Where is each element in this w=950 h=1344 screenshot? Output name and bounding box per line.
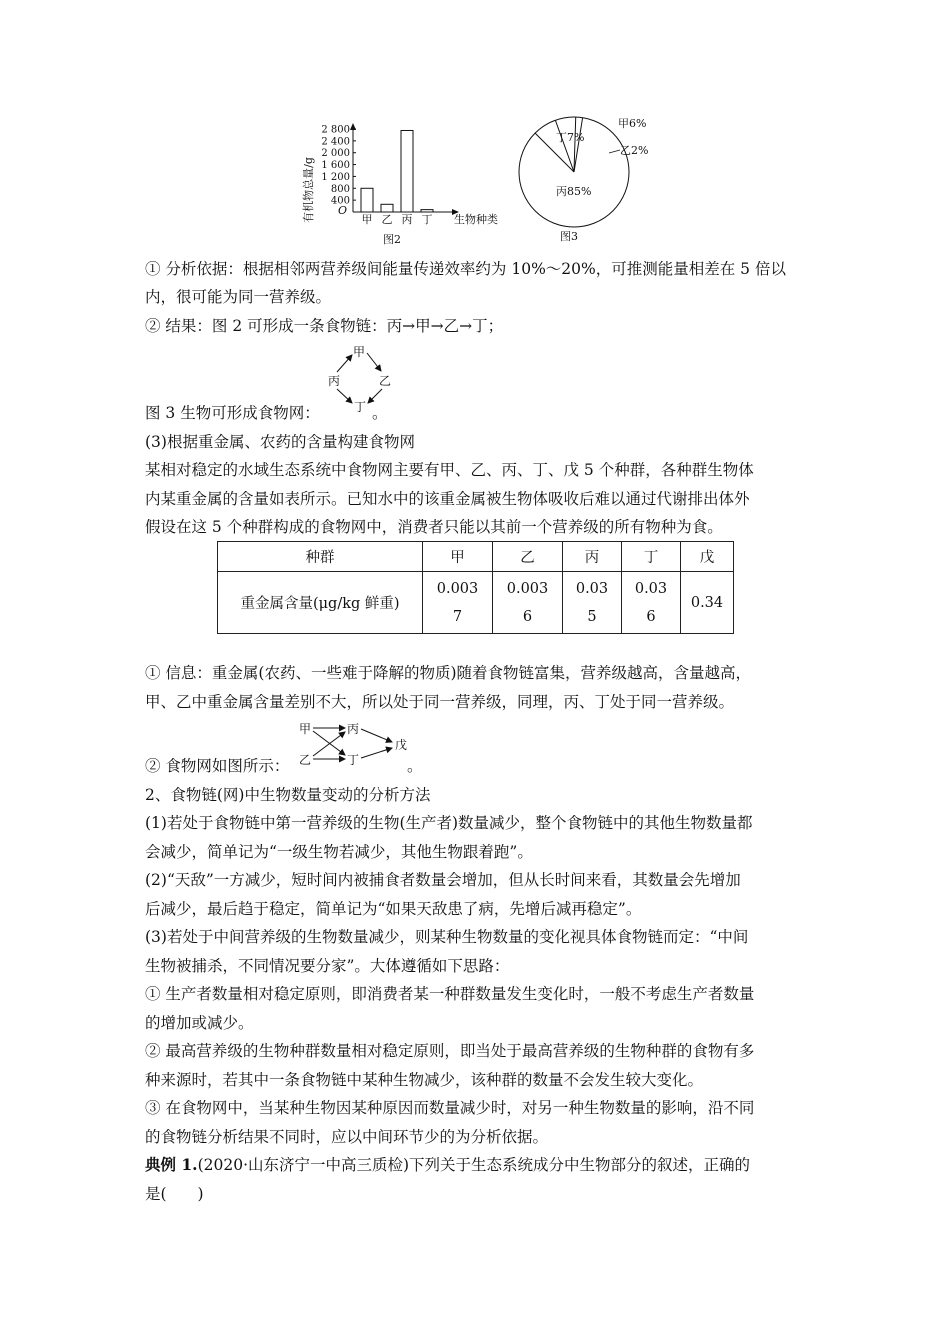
period: 。 — [407, 757, 423, 775]
table-header-cell: 种群 — [218, 542, 423, 572]
node-ding: 丁 — [347, 753, 360, 767]
node-jia: 甲 — [299, 722, 312, 736]
period: 。 — [372, 404, 388, 422]
paragraph: (1)若处于食物链中第一营养级的生物(生产者)数量减少，整个食物链中的其他生物数量都 — [145, 814, 753, 832]
y-tick-label: 1 600 — [321, 160, 350, 172]
paragraph: 是( ) — [145, 1185, 204, 1203]
heavy-metal-table — [217, 541, 734, 634]
y-tick-label: 800 — [330, 183, 350, 195]
pie-label-yi: 乙2% — [620, 144, 649, 157]
table-row — [218, 572, 734, 634]
pie-slice-boundary — [555, 120, 574, 172]
pie-label-jia: 甲6% — [618, 117, 647, 130]
node-jia: 甲 — [353, 345, 366, 359]
food-web-diagram-1 — [325, 343, 400, 413]
bar-2 — [401, 130, 413, 212]
bar-0 — [361, 188, 373, 212]
x-category-label: 乙 — [381, 213, 393, 226]
paragraph: ② 食物网如图所示： — [145, 757, 290, 775]
figure-2-caption: 图2 — [383, 233, 401, 246]
paragraph: 内，很可能为同一营养级。 — [145, 288, 332, 306]
paragraph: 会减少，简单记为“一级生物若减少，其他生物跟着跑”。 — [145, 843, 533, 861]
table-cell: 0.003 6 — [493, 572, 563, 634]
table-header-cell: 戊 — [681, 542, 734, 572]
paragraph: ① 生产者数量相对稳定原则，即消费者某一种群数量发生变化时，一般不考虑生产者数量 — [145, 985, 755, 1003]
x-category-label: 丙 — [401, 213, 413, 226]
paragraph: 生物被捕杀，不同情况要分家”。大体遵循如下思路： — [145, 957, 510, 975]
paragraph: 图 3 生物可形成食物网： — [145, 404, 320, 422]
section-heading: (3)根据重金属、农药的含量构建食物网 — [145, 433, 415, 451]
y-tick-label: 2 800 — [321, 124, 350, 136]
paragraph: ① 信息：重金属(农药、一些难于降解的物质)随着食物链富集，营养级越高，含量越高， — [145, 664, 752, 682]
paragraph: 后减少，最后趋于稳定，简单记为“如果天敌患了病，先增后减再稳定”。 — [145, 900, 642, 918]
bar-1 — [381, 204, 393, 212]
table-cell: 0.03 5 — [563, 572, 622, 634]
paragraph: ② 结果：图 2 可形成一条食物链：丙→甲→乙→丁； — [145, 317, 504, 335]
paragraph: (3)若处于中间营养级的生物数量减少，则某种生物数量的变化视具体食物链而定：“中间 — [145, 928, 749, 946]
food-web-diagram-2 — [297, 720, 417, 768]
paragraph: (2)“天敌”一方减少，短时间内被捕食者数量会增加，但从长时间来看，其数量会先增加 — [145, 871, 741, 889]
figure-3-caption: 图3 — [560, 230, 578, 243]
paragraph: 甲、乙中重金属含量差别不大，所以处于同一营养级，同理，丙、丁处于同一营养级。 — [145, 693, 735, 711]
pie-label-ding: 丁7% — [556, 131, 585, 144]
paragraph: 假设在这 5 个种群构成的食物网中，消费者只能以其前一个营养级的所有物种为食。 — [145, 518, 723, 536]
paragraph: ② 最高营养级的生物种群数量相对稳定原则，即当处于最高营养级的生物种群的食物有多 — [145, 1042, 755, 1060]
figure-2-y-arrow — [350, 123, 356, 130]
y-tick-label: 400 — [330, 195, 350, 207]
x-category-label: 甲 — [361, 213, 373, 226]
figure-2-bar-chart — [295, 115, 510, 250]
paragraph: 的增加或减少。 — [145, 1014, 254, 1032]
node-yi: 乙 — [299, 753, 312, 767]
pie-label-bing: 丙85% — [556, 185, 592, 198]
table-cell: 0.34 — [681, 572, 734, 634]
node-wu: 戊 — [395, 738, 408, 752]
table-header-cell: 丁 — [622, 542, 681, 572]
example-label: 典例 1. — [145, 1155, 198, 1174]
paragraph: 的食物链分析结果不同时，应以中间环节少的为分析依据。 — [145, 1128, 549, 1146]
paragraph: 某相对稳定的水域生态系统中食物网主要有甲、乙、丙、丁、戊 5 个种群，各种群生物体 — [145, 461, 754, 479]
paragraph: 内某重金属的含量如表所示。已知水中的该重金属被生物体吸收后难以通过代谢排出体外 — [145, 490, 750, 508]
table-header-cell: 甲 — [423, 542, 493, 572]
table-header-cell: 乙 — [493, 542, 563, 572]
paragraph: ③ 在食物网中，当某种生物因某种原因而数量减少时，对另一种生物数量的影响，沿不同 — [145, 1099, 755, 1117]
figure-2-xlabel: 生物种类 — [454, 213, 498, 226]
x-category-label: 丁 — [421, 213, 433, 226]
node-ding: 丁 — [354, 400, 367, 413]
table-cell: 0.03 6 — [622, 572, 681, 634]
figure-2-ylabel: 有机物总量/g — [302, 157, 315, 223]
example-text: (2020·山东济宁一中高三质检)下列关于生态系统成分中生物部分的叙述，正确的 — [197, 1156, 751, 1174]
example-question — [145, 1155, 750, 1175]
node-yi: 乙 — [379, 374, 392, 388]
figure-2-origin: O — [337, 204, 347, 217]
paragraph: 种来源时，若其中一条食物链中某种生物减少，该种群的数量不会发生较大变化。 — [145, 1071, 704, 1089]
bar-3 — [421, 210, 433, 212]
y-tick-label: 2 000 — [321, 148, 350, 160]
figure-3-pie-chart — [510, 110, 670, 250]
y-tick-label: 1 200 — [321, 171, 350, 183]
table-row-label: 重金属含量(μg/kg 鲜重) — [218, 572, 423, 634]
node-bing: 丙 — [328, 374, 341, 388]
node-bing: 丙 — [347, 722, 360, 736]
table-cell: 0.003 7 — [423, 572, 493, 634]
paragraph: ① 分析依据：根据相邻两营养级间能量传递效率约为 10%～20%，可推测能量相差在 5 倍以 — [145, 260, 786, 278]
y-tick-label: 2 400 — [321, 136, 350, 148]
table-header-cell: 丙 — [563, 542, 622, 572]
section-heading: 2、食物链(网)中生物数量变动的分析方法 — [145, 786, 431, 804]
